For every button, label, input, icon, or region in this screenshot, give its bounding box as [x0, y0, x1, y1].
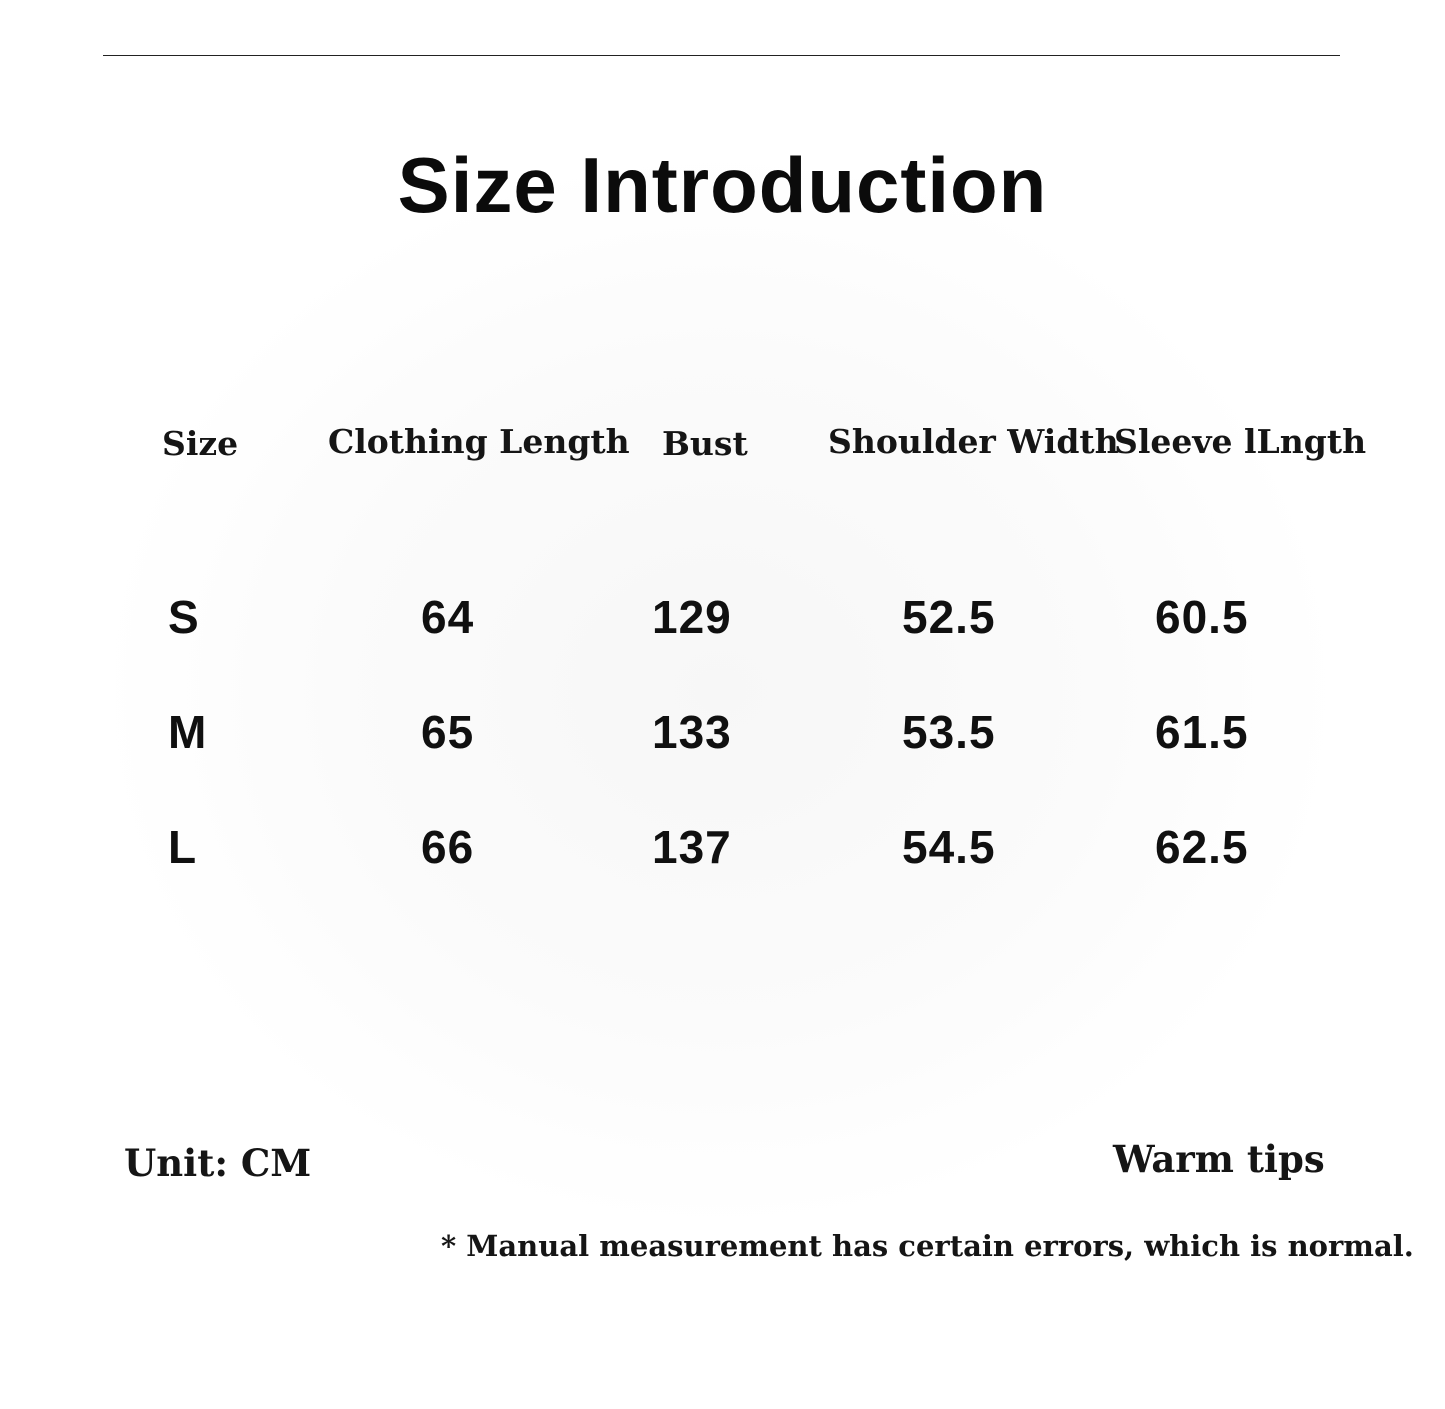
row-s-clothing-length: 64: [421, 591, 475, 643]
header-size: Size: [162, 424, 239, 463]
row-l-sleeve-length: 62.5: [1155, 821, 1249, 873]
row-l-size: L: [168, 821, 198, 873]
background-glow: [110, 160, 1330, 1220]
header-bust: Bust: [662, 424, 748, 463]
row-s-bust: 129: [652, 591, 732, 643]
row-s-shoulder-width: 52.5: [902, 591, 996, 643]
row-m-shoulder-width: 53.5: [902, 706, 996, 758]
row-l-clothing-length: 66: [421, 821, 475, 873]
unit-label: Unit: CM: [124, 1141, 312, 1185]
row-m-size: M: [168, 706, 208, 758]
top-divider: [103, 55, 1340, 56]
row-m-bust: 133: [652, 706, 732, 758]
header-sleeve-length: Sleeve lLngth: [1114, 422, 1367, 461]
header-shoulder-width: Shoulder Width: [828, 422, 1119, 461]
row-s-sleeve-length: 60.5: [1155, 591, 1249, 643]
header-clothing-length: Clothing Length: [328, 422, 630, 461]
row-l-shoulder-width: 54.5: [902, 821, 996, 873]
row-s-size: S: [168, 591, 200, 643]
row-l-bust: 137: [652, 821, 732, 873]
page-title: Size Introduction: [397, 141, 1048, 229]
measurement-disclaimer: * Manual measurement has certain errors, which is normal.: [441, 1229, 1414, 1263]
warm-tips-label: Warm tips: [1113, 1137, 1325, 1181]
row-m-sleeve-length: 61.5: [1155, 706, 1249, 758]
row-m-clothing-length: 65: [421, 706, 475, 758]
